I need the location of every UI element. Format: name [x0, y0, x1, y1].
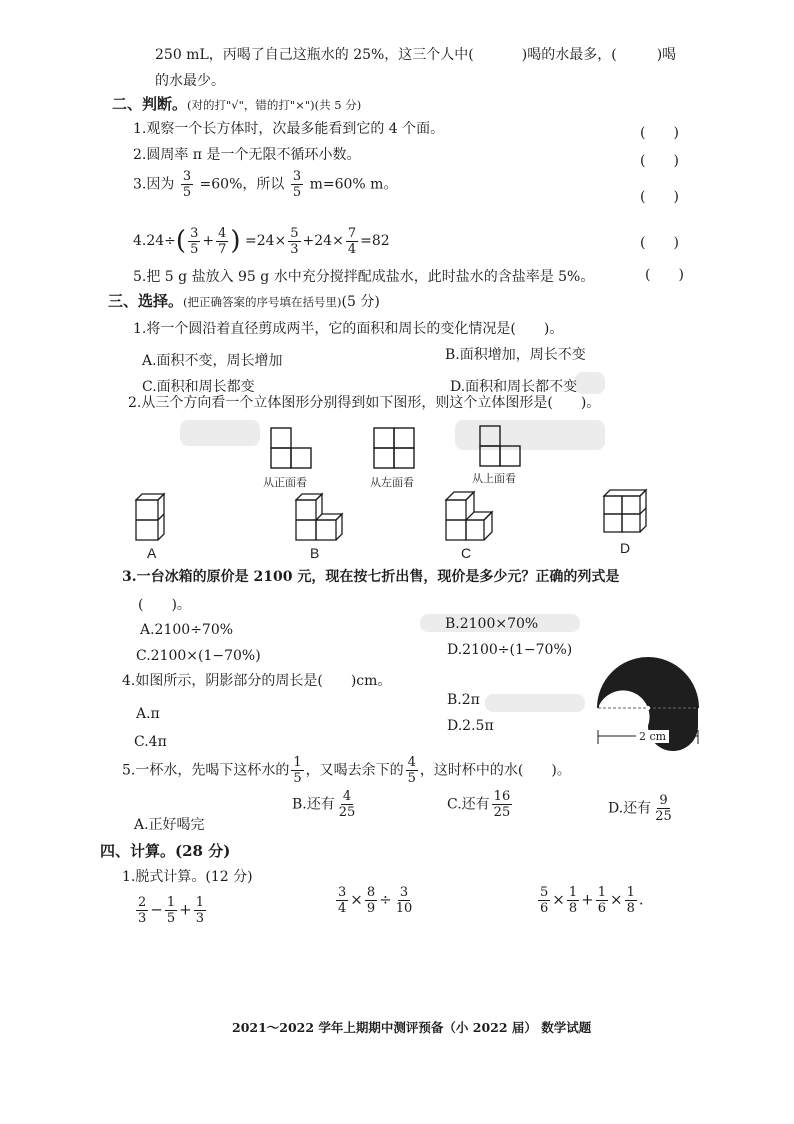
q1-option-b[interactable]: B.面积增加，周长不变 [445, 347, 586, 363]
left-view-figure [372, 426, 416, 470]
q3-option-d[interactable]: D.2100÷(1−70%) [447, 642, 573, 658]
front-view-caption: 从正面看 [263, 476, 307, 489]
solid-option-a-figure[interactable] [134, 492, 168, 544]
q3-stem-paren: ( )。 [138, 597, 191, 613]
top-view-figure [478, 424, 522, 468]
q1-option-d[interactable]: D.面积和周长都不变 [450, 379, 578, 395]
judge-paren-4[interactable]: ( ) [640, 235, 679, 251]
left-view-caption: 从左面看 [370, 476, 414, 489]
q5-option-d[interactable]: D.还有 $\frac{9}{25}$ [608, 793, 672, 824]
scan-shadow [485, 694, 585, 712]
judge-item-4: 4.24÷( $\frac{3}{5}$ + $\frac{4}{7}$ ) =24× $\frac{5}{3}$ +24× $\frac{7}{4}$ =82 [133, 225, 390, 257]
section2-heading: 二、判断。 [112, 95, 188, 113]
q1-stem: 1.将一个圆沿着直径剪成两半，它的面积和周长的变化情况是( )。 [133, 321, 564, 337]
scan-shadow [180, 420, 260, 446]
judge-item-2: 2.圆周率 π 是一个无限不循环小数。 [133, 147, 361, 163]
calc-expr-1: $\frac{2}{3}$ − $\frac{1}{5}$ + $\frac{1}{3}$ [138, 895, 204, 926]
q5-option-c[interactable]: C.还有 $\frac{16}{25}$ [447, 789, 511, 820]
section2-note: (对的打"√"，错的打"×")(共 5 分) [187, 98, 362, 112]
judge-paren-5[interactable]: ( ) [645, 267, 684, 283]
q4-dimension-label: 2 cm [636, 730, 669, 743]
solid-option-c-letter[interactable]: C [461, 545, 472, 561]
judge-item-1: 1.观察一个长方体时，次最多能看到它的 4 个面。 [133, 121, 445, 137]
top-line-2: 的水最少。 [155, 73, 225, 89]
solid-option-d-figure[interactable] [602, 488, 648, 536]
fraction-5-3: $\frac{5}{3}$ [290, 225, 299, 257]
q5-stem: 5.一杯水，先喝下这杯水的 $\frac{1}{5}$ ，又喝去余下的 $\frac{4}{5}$ ，这时杯中的水( )。 [122, 755, 571, 786]
q3-option-b[interactable]: B.2100×70% [445, 616, 539, 632]
fraction-4-25: $\frac{4}{25}$ [338, 789, 356, 820]
q3-option-a[interactable]: A.2100÷70% [140, 622, 234, 638]
q3-stem: 3.一台冰箱的原价是 2100 元，现在按七折出售，现价是多少元？正确的列式是 [122, 569, 620, 585]
fraction-3-5: $\frac{3}{5}$ [182, 169, 192, 200]
q1-option-c[interactable]: C.面积和周长都变 [142, 379, 255, 395]
solid-option-d-letter[interactable]: D [620, 540, 631, 556]
fraction-1-5: $\frac{1}{5}$ [293, 755, 302, 786]
q4-option-a[interactable]: A.π [136, 706, 160, 722]
fraction-4-5: $\frac{4}{5}$ [407, 755, 416, 786]
top-line-1: 250 mL，丙喝了自己这瓶水的 25%，这三个人中( )喝的水最多，( )喝 [155, 47, 677, 63]
section3-header [108, 290, 380, 311]
fraction-4-7: $\frac{4}{7}$ [218, 225, 227, 257]
solid-option-b-figure[interactable] [294, 492, 344, 544]
fraction-9-25: $\frac{9}{25}$ [655, 793, 672, 824]
solid-option-c-figure[interactable] [444, 490, 494, 544]
scan-shadow [575, 372, 605, 394]
q2-stem: 2.从三个方向看一个立体图形分别得到如下图形，则这个立体图形是( )。 [128, 395, 601, 411]
judge-paren-1[interactable]: ( ) [640, 125, 679, 141]
q5-option-b[interactable]: B.还有 $\frac{4}{25}$ [292, 789, 356, 820]
judge-paren-3[interactable]: ( ) [640, 189, 679, 205]
fraction-7-4: $\frac{7}{4}$ [347, 225, 357, 257]
top-view-caption: 从上面看 [472, 472, 516, 485]
page-footer: 2021～2022 学年上期期中测评预备（小 2022 届） 数学试题 [232, 1020, 592, 1035]
section4-sub: 1.脱式计算。(12 分) [122, 869, 253, 885]
fraction-3-5: $\frac{3}{5}$ [292, 169, 302, 200]
judge-item-3: 3.因为 $\frac{3}{5}$ =60%，所以 $\frac{3}{5}$ m=60% m。 [133, 169, 398, 200]
q4-option-c[interactable]: C.4π [134, 734, 167, 750]
q4-option-d[interactable]: D.2.5π [447, 718, 494, 734]
judge-paren-2[interactable]: ( ) [640, 153, 679, 169]
calc-expr-2: $\frac{3}{4}$ × $\frac{8}{9}$ ÷ $\frac{3}{10}$ [338, 885, 413, 916]
section3-heading: 三、选择。 [108, 292, 184, 310]
calc-expr-3: $\frac{5}{6}$ × $\frac{1}{8}$ + $\frac{1}{6}$ × $\frac{1}{8}$ . [540, 885, 644, 916]
section3-note: (把正确答案的序号填在括号里) [183, 295, 342, 309]
section4-heading: 四、计算。(28 分) [100, 842, 231, 860]
solid-option-a-letter[interactable]: A [147, 545, 157, 561]
q1-option-a[interactable]: A.面积不变，周长增加 [142, 353, 283, 369]
solid-option-b-letter[interactable]: B [310, 545, 320, 561]
fraction-3-5: $\frac{3}{5}$ [190, 225, 199, 257]
section2-header [112, 93, 361, 114]
front-view-figure [269, 426, 313, 470]
q5-option-a[interactable]: A.正好喝完 [134, 817, 205, 833]
q3-option-c[interactable]: C.2100×(1−70%) [136, 648, 261, 664]
section3-points: (5 分) [341, 294, 380, 310]
q4-option-b[interactable]: B.2π [447, 692, 480, 708]
judge-item-5: 5.把 5 g 盐放入 95 g 水中充分搅拌配成盐水，此时盐水的含盐率是 5%。 [133, 269, 595, 285]
fraction-16-25: $\frac{16}{25}$ [493, 789, 511, 820]
q4-stem: 4.如图所示，阴影部分的周长是( )cm。 [122, 673, 392, 689]
